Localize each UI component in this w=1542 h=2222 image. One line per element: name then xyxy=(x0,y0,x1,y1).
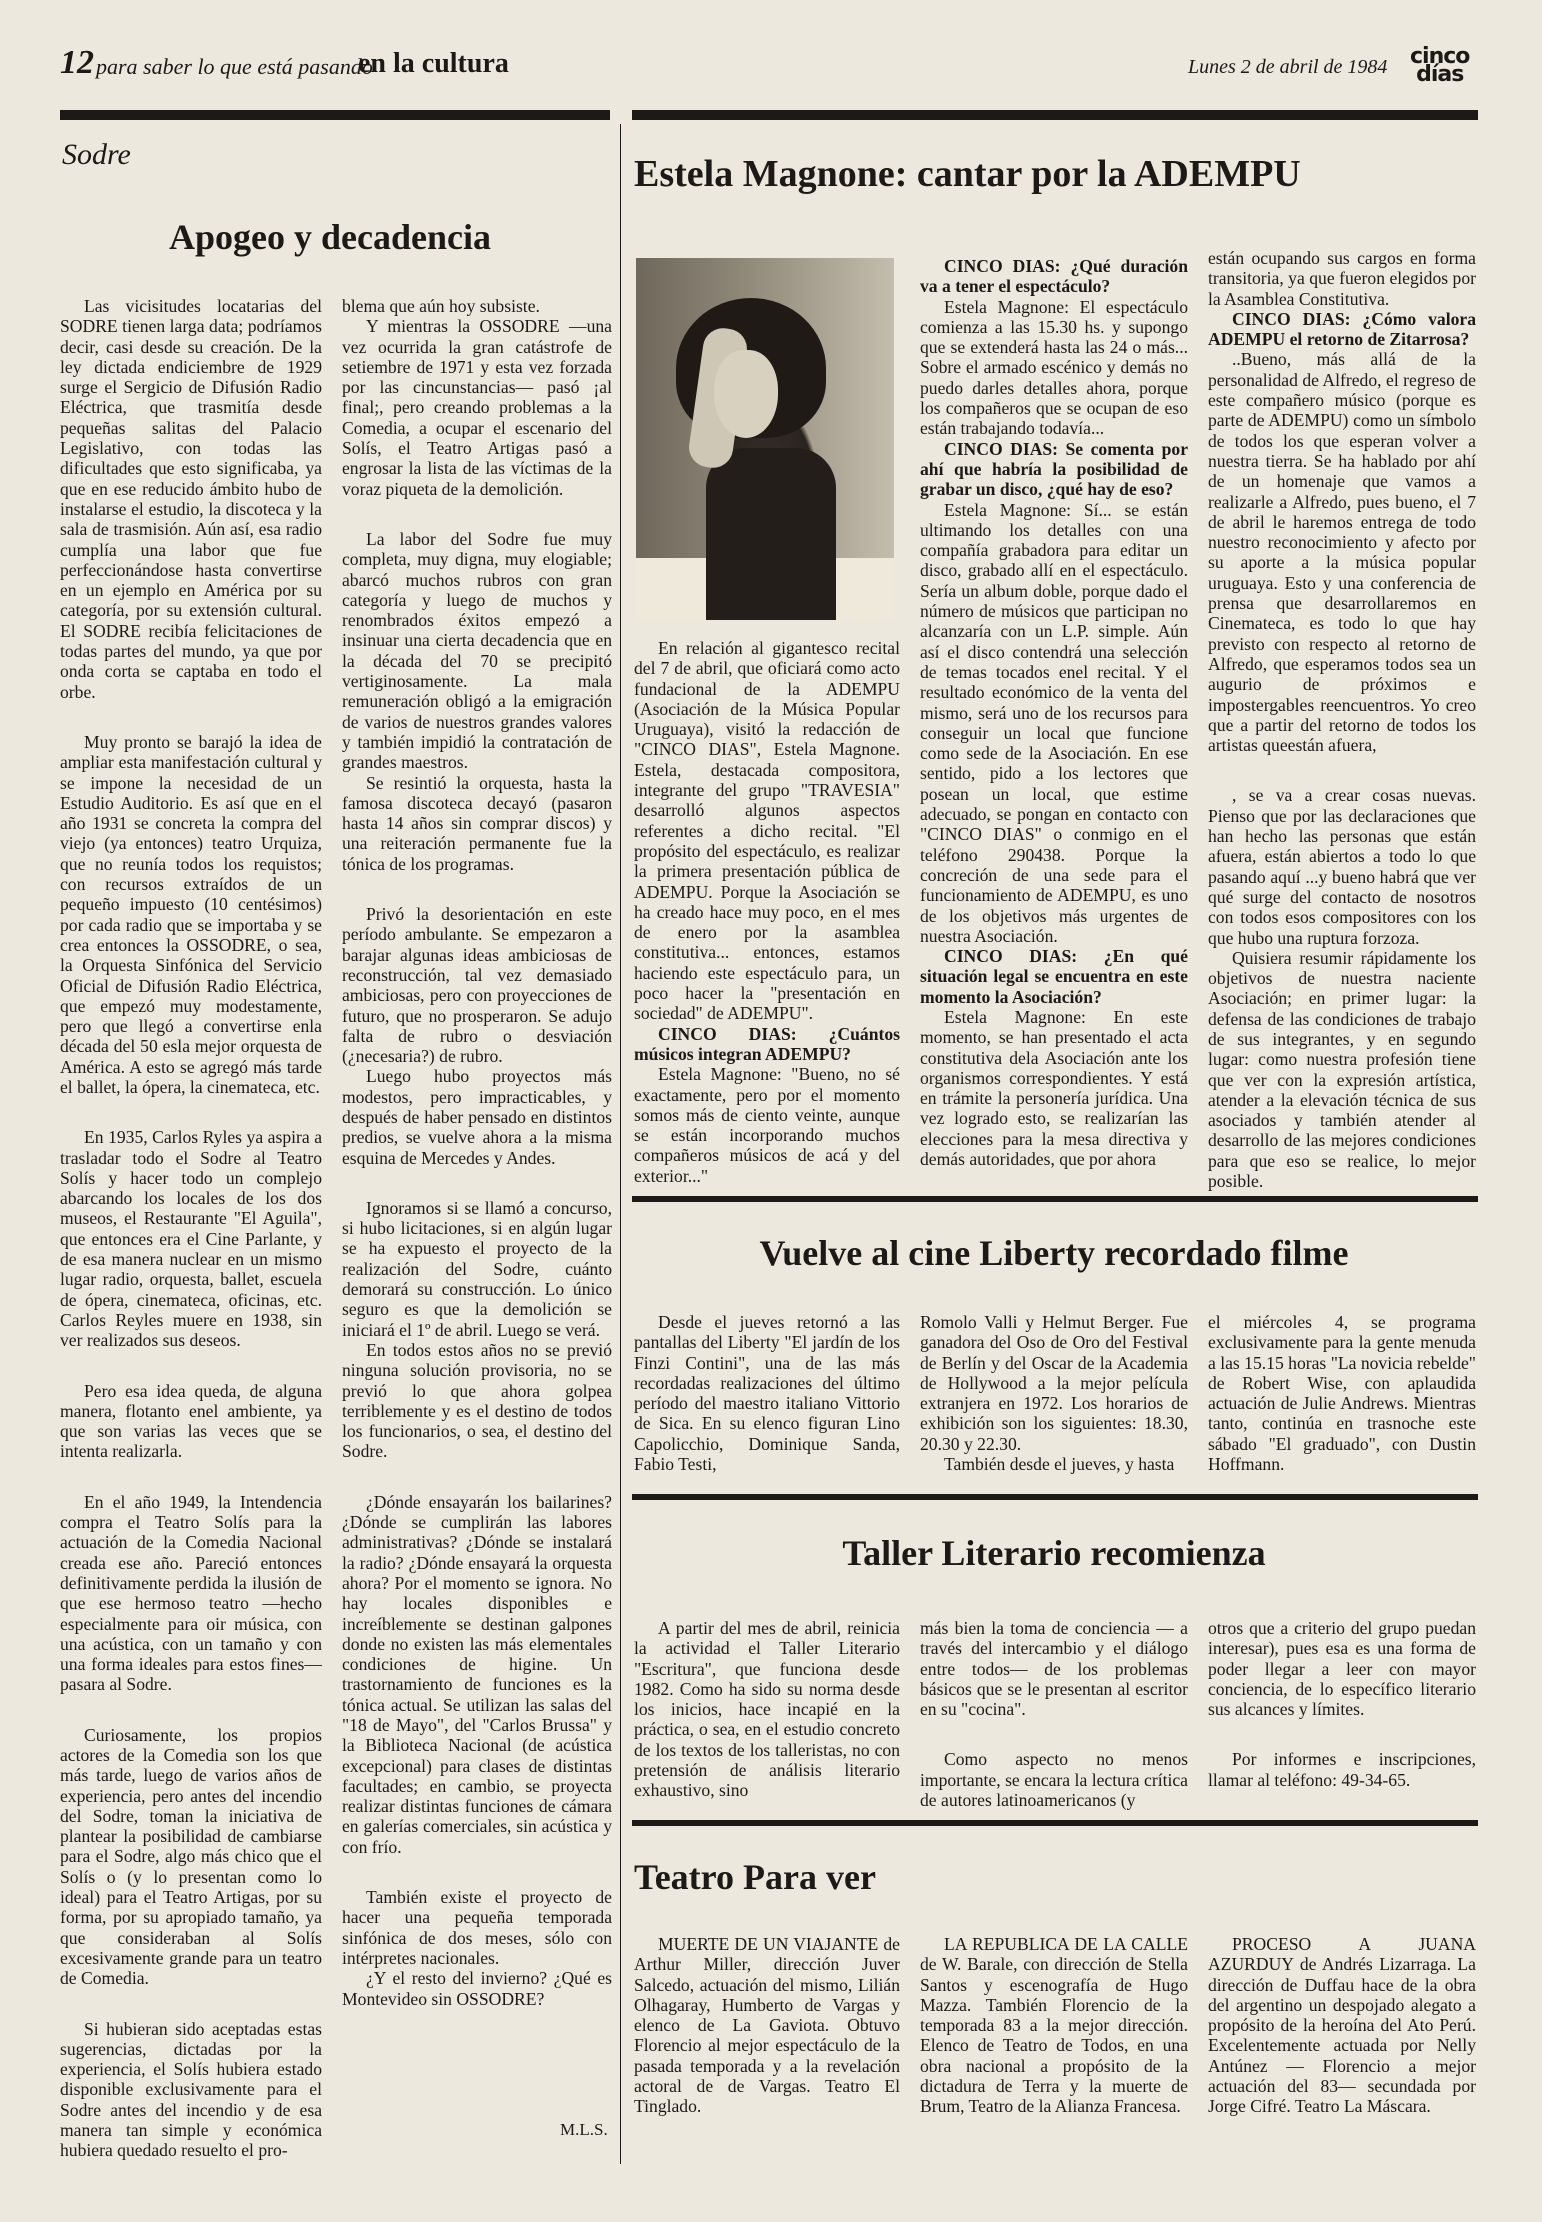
estela-c2-q2: CINCO DIAS: Se comenta por ahí que habría la posibilidad de grabar un disco, ¿qué hay de eso? xyxy=(920,438,1188,500)
vuelve-c1-p1: Desde el jueves retornó a las pantallas del Liberty "El jardín de los Finzi Contini", una de las más recordadas realizaciones del último período del maestro italiano Vittorio de Sica. En su elenco figuran Lino Capolicchio, Dominique Sanda, Fabio Testi, xyxy=(634,1312,900,1475)
sodre-c2-p9: ¿Dónde ensayarán los bailarines? ¿Dónde se cumplirán las labores administrativas? ¿Dónde se instalará la radio? ¿Dónde ensayará la orquesta ahora? Por el momento se ignora. No hay locales disponibles e increíblemente se destinan galpones donde no existen las más elementales condiciones de higine. Un trastornamiento de funciones es la tónica actual. Se utilizan las salas del "18 de Mayo", del "Carlos Brussa" y la Biblioteca Nacional (de acústica excepcional) para clases de distintas facultades; en cambio, se proyecta realizar distintas funciones de cámara en galerías comerciales, sin acústica y con frío. xyxy=(342,1491,612,1857)
sodre-kicker: Sodre xyxy=(62,138,131,171)
teatro-column-1 xyxy=(634,1934,900,2117)
taller-column-3 xyxy=(1208,1618,1476,1790)
estela-column-1 xyxy=(634,638,900,1186)
taller-c2-p1: más bien la toma de conciencia — a través del intercambio y el diálogo entre todos— de los problemas básicos que se le presentan al escritor en su "cocina". xyxy=(920,1618,1188,1720)
sodre-c2-p7: Ignoramos si se llamó a concurso, si hubo licitaciones, si en algún lugar se ha expuesto el proyecto de la realización del Sodre, cuánto demorará su construcción. Lo único seguro es que la demolición se iniciará el 1º de abril. Luego se verá. xyxy=(342,1197,612,1340)
taller-column-2 xyxy=(920,1618,1188,1810)
sodre-c1-p4: Pero esa idea queda, de alguna manera, flotanto enel ambiente, ya que son varias las veces que se intenta realizarla. xyxy=(60,1380,322,1462)
photo-figure-face xyxy=(714,350,778,438)
estela-c3-p3: , se va a crear cosas nuevas. Pienso que por las declaraciones que han hecho las personas que están afuera, están abiertos a todo lo que pasando aquí ...y bueno habrá que ver qué surge del contacto de nosotros con todos esos compositores con los que hubo una ruptura forzoza. xyxy=(1208,785,1476,948)
sodre-c2-p3: La labor del Sodre fue muy completa, muy digna, muy elogiable; abarcó muchos rubros con gran categoría y luego de muchos y renombrados éxitos empezó a insinuar una cierta decadencia que en la década del 70 se precipitó vertiginosamente. La mala remuneración obligó a la emigración de varios de nuestros grandes valores y también impidió la contratación de grandes maestros. xyxy=(342,528,612,773)
estela-c3-p4: Quisiera resumir rápidamente los objetivos de nuestra naciente Asociación; en primer lugar: la defensa de las condiciones de trabajo de sus integrantes, y en segundo lugar: como nuestra profesión tiene que ver con la expresión artística, atender a la elevación técnica de sus asociados y también atender al desarrollo de las mejores condiciones para que eso se realice, lo mejor posible. xyxy=(1208,947,1476,1192)
vuelve-column-2 xyxy=(920,1312,1188,1474)
vuelve-bottom-rule xyxy=(632,1494,1478,1500)
estela-c3-p2: ..Bueno, más allá de la personalidad de Alfredo, el regreso de este compañero músico (porque es parte de ADEMPU) como un símbolo de todos los que esperan volver a nuestra tierra. Se ha hablado por ahí de un homenaje que vamos a realizarle a Alfredo, pues bueno, el 7 de abril le haremos entrega de todo nuestro reconocimiento y afecto por su aporte a la música popular uruguaya. Esto y una conferencia de prensa que desarrollaremos en Cinemateca, es todo lo que hay previsto con respecto al retorno de Alfredo, que esperamos todos sea un augurio de próximos e impostergables reencuentros. Yo creo que a partir del retorno de todos los artistas queestán afuera, xyxy=(1208,349,1476,756)
sodre-signature: M.L.S. xyxy=(560,2120,608,2139)
top-rule-right xyxy=(632,110,1478,120)
teatro-c1-p1: MUERTE DE UN VIAJANTE de Arthur Miller, dirección Juver Salcedo, actuación del mismo, Lilián Olhagaray, Humberto de Vargas y elenco de La Gaviota. Obtuvo Florencio al mejor espectáculo de la pasada temporada y a la revelación actoral de de Vargas. Teatro El Tinglado. xyxy=(634,1934,900,2117)
top-rule-left xyxy=(60,110,610,120)
estela-c2-p1: Estela Magnone: El espectáculo comienza a las 15.30 hs. y supongo que se extenderá hasta las 24 o más... Sobre el armado escénico y demás no puedo darles detalles ahora, porque los compañeros que se ocupan de eso están trabajando todavía... xyxy=(920,296,1188,439)
teatro-column-2 xyxy=(920,1934,1188,2117)
vuelve-column-1 xyxy=(634,1312,900,1474)
estela-c1-q1: CINCO DIAS: ¿Cuántos músicos integran ADEMPU? xyxy=(634,1023,900,1064)
estela-bottom-rule xyxy=(632,1196,1478,1202)
section-title: en la cultura xyxy=(358,48,509,79)
taller-c2-p2: Como aspecto no menos importante, se encara la lectura crítica de autores latinoamericanos (y xyxy=(920,1749,1188,1811)
estela-c2-p2: Estela Magnone: Sí... se están ultimando los detalles con una compañía grabadora para editar un disco, grabado allí en el espectáculo. Sería un album doble, porque dado el número de músicos que participan no alcanzaría con un L.P. simple. Aún así el disco contendrá una selección de temas tocados enel recital. Y el resultado económico de la venta del mismo, será uno de los recursos para conseguir un local que funcione como sede de la Asociación. En ese sentido, pido a los lectores que posean un local, que estime adecuado, se pongan en contacto con "CINCO DIAS" o conmigo en el teléfono 290438. Porque la concreción de una sede para el funcionamiento de ADEMPU, es uno de los objetivos más urgentes de nuestra Asociación. xyxy=(920,499,1188,946)
issue-date: Lunes 2 de abril de 1984 xyxy=(1188,56,1388,78)
sodre-c2-p2: Y mientras la OSSODRE —una vez ocurrida la gran catástrofe de setiembre de 1971 y esta vez forzada por las cincunstancias— pasó ¡al final;, pero creando problemas a la Comedia, a ocupar el escenario del Solís, el Teatro Artigas pasó a engrosar la lista de las víctimas de la voraz piqueta de la demolición. xyxy=(342,316,612,499)
estela-c2-q1: CINCO DIAS: ¿Qué duración va a tener el espectáculo? xyxy=(920,256,1188,297)
column-divider xyxy=(620,124,621,2164)
estela-c1-p1: En relación al gigantesco recital del 7 de abril, que oficiará como acto fundacional de la ADEMPU (Asociación de la Música Popular Uruguaya), visitó la redacción de "CINCO DIAS", Estela Magnone. Estela, destacada compositora, integrante del grupo "TRAVESIA" desarrolló algunos aspectos referentes a dicho recital. "El propósito del espectáculo, es realizar la primera presentación pública de ADEMPU. Porque la Asociación se ha creado hace muy poco, en el mes de enero por la asamblea constitutiva... entonces, estamos haciendo este espectáculo para, un poco hacer la "presentación en sociedad" de ADEMPU". xyxy=(634,638,900,1024)
page-number: 12 xyxy=(60,44,94,81)
sodre-c1-p1: Las vicisitudes locatarias del SODRE tienen larga data; podríamos decir, casi desde su creación. De la ley dictada endiciembre de 1929 surge el Sergicio de Difusión Radio Eléctrica, que trasmitía desde pequeñas salitas del Palacio Legislativo, con todas las dificultades que esto significaba, ya que en ese reducido ámbito hubo de instalarse el estudio, la discoteca y la sala de trasmisión. Aún así, esa radio cumplía una labor que fue perfeccionándose hasta convertirse en un ejemplo en América por su categoría, por su extensión cultural. El SODRE recibía felicitaciones de todas partes del mundo, ya que por onda corta se captaba en todo el orbe. xyxy=(60,296,322,702)
estela-c2-q3: CINCO DIAS: ¿En qué situación legal se encuentra en este momento la Asociación? xyxy=(920,946,1188,1007)
sodre-c1-p3: En 1935, Carlos Ryles ya aspira a trasladar todo el Sodre al Teatro Solís y hacer todo un complejo abarcando los locales de los dos museos, el Restaurante "El Aguila", que entonces era el Cine Parlante, y de esa manera nuclear en un mismo lugar radio, orquesta, ballet, escuela de ópera, cinemateca, oficinas, etc. Carlos Reyles muere en 1938, sin ver realizados sus deseos. xyxy=(60,1127,322,1351)
estela-column-3 xyxy=(1208,248,1476,1191)
sodre-column-2 xyxy=(342,296,612,2009)
taller-c3-p1: otros que a criterio del grupo puedan interesar), pues esa es una forma de poder llegar a leer con mayor conciencia, de lo específico literario sus alcances y límites. xyxy=(1208,1618,1476,1720)
teatro-c2-p1: LA REPUBLICA DE LA CALLE de W. Barale, con dirección de Stella Santos y escenografía de Hugo Mazza. También Florencio de la temporada 83 a la mejor dirección. Elenco de Teatro de Todos, en una obra nacional a propósito de la dictadura de Terra y la muerte de Brum, Teatro de la Alianza Francesa. xyxy=(920,1934,1188,2117)
masthead xyxy=(60,44,1480,88)
sodre-c2-p8: En todos estos años no se previó ninguna solución provisoria, no se previó lo que ahora golpea terriblemente y es el destino de todos los funcionarios, o sea, el destino del Sodre. xyxy=(342,1339,612,1462)
sodre-c2-p4: Se resintió la orquesta, hasta la famosa discoteca decayó (pasaron hasta 14 años sin comprar discos) y una reiteración permanente fue la tónica de los programas. xyxy=(342,772,612,874)
sodre-c2-p5: Privó la desorientación en este período ambulante. Se empezaron a barajar algunas ideas ambiciosas de reconstrucción, tal vez demasiado ambiciosas, pero con proyecciones de futuro, que no prosperaron. Se adujo falta de rubro o desviación (¿necesaria?) de rubro. xyxy=(342,904,612,1067)
vuelve-c2-p2: También desde el jueves, y hasta xyxy=(944,1454,1175,1475)
estela-magnone-photo xyxy=(636,258,894,620)
teatro-headline: Teatro Para ver xyxy=(634,1857,876,1897)
estela-c1-p2: Estela Magnone: "Bueno, no sé exactamente, pero por el momento somos más de ciento veinte, aunque se están incorporando muchos compañeros músicos de acá y del exterior..." xyxy=(634,1064,900,1186)
sodre-c2-p10: También existe el proyecto de hacer una pequeña temporada sinfónica de dos meses, sólo con intérpretes nacionales. xyxy=(342,1887,612,1968)
taller-column-1 xyxy=(634,1618,900,1801)
sodre-c1-p5: En el año 1949, la Intendencia compra el Teatro Solís para la actuación de la Comedia Nacional creada ese año. Pareció entonces definitivamente perdida la ilusión de que ese hermoso teatro —hecho especialmente para oir música, con una acústica, con un tamaño y con una forma ideales para estos fines— pasara al Sodre. xyxy=(60,1491,322,1695)
photo-figure-body xyxy=(706,448,836,620)
sodre-c1-p6: Curiosamente, los propios actores de la Comedia son los que más tarde, luego de varios años de experiencia, pero antes del incendio del Sodre, toman la iniciativa de plantear la posibilidad de cambiarse para el Sodre, algo más chico que el Solís o (y lo presentan como lo ideal) para el Teatro Artigas, por su forma, por su apropiado tamaño, ya que consideraban al Solís excesivamente grande para un teatro de Comedia. xyxy=(60,1724,322,1989)
estela-headline: Estela Magnone: cantar por la ADEMPU xyxy=(634,153,1301,195)
teatro-c3-p1: PROCESO A JUANA AZURDUY de Andrés Lizarraga. La dirección de Duffau hace de la obra del argentino un despojado alegato a propósito de la heroína del Ato Perú. Excelentemente actuada por Nelly Antúnez — Florencio a mejor actuación del 83— secundada por Jorge Cifré. Teatro La Máscara. xyxy=(1208,1934,1476,2117)
taller-bottom-rule xyxy=(632,1820,1478,1826)
vuelve-c2-p1: Romolo Valli y Helmut Berger. Fue ganadora del Oso de Oro del Festival de Berlín y del Oscar de la Academia de Hollywood a la mejor película extranjera en 1972. Los horarios de exhibición son los siguientes: 18.30, 20.30 y 22.30. xyxy=(920,1312,1188,1454)
masthead-tagline: para saber lo que está pasando xyxy=(96,54,373,79)
estela-column-2 xyxy=(920,256,1188,1169)
taller-headline: Taller Literario recomienza xyxy=(842,1533,1266,1573)
sodre-c2-p1: blema que aún hoy subsiste. xyxy=(342,296,540,316)
teatro-column-3 xyxy=(1208,1934,1476,2117)
estela-c3-p1: están ocupando sus cargos en forma transitoria, ya que fueron elegidos por la Asamblea Constitutiva. xyxy=(1208,248,1476,309)
vuelve-headline: Vuelve al cine Liberty recordado filme xyxy=(759,1233,1349,1273)
sodre-headline: Apogeo y decadencia xyxy=(169,217,491,257)
logo-line1: cinco xyxy=(1410,44,1470,69)
taller-c1-p1: A partir del mes de abril, reinicia la actividad el Taller Literario "Escritura", que funciona desde 1982. Como ha sido su norma desde los inicios, hace incapié en la práctica, o sea, en el estudio concreto de los textos de los talleristas, no con pretensión de análisis literario exhaustivo, sino xyxy=(634,1618,900,1801)
sodre-c1-p7: Si hubieran sido aceptadas estas sugerencias, dictadas por la experiencia, el Solís hubiera estado disponible exclusivamente para el Sodre antes del incendio y de esa manera tan simple y económica hubiera quedado resuelto el pro- xyxy=(60,2018,322,2161)
sodre-c2-p11: ¿Y el resto del invierno? ¿Qué es Montevideo sin OSSODRE? xyxy=(342,1968,612,2009)
vuelve-c3-p1: el miércoles 4, se programa exclusivamente para la gente menuda a las 15.15 horas "La novicia rebelde" de Robert Wise, con aplaudida actuación de Julie Andrews. Mientras tanto, continúa en trasnoche este sábado "El graduado", con Dustin Hoffmann. xyxy=(1208,1312,1476,1475)
estela-c3-q1: CINCO DIAS: ¿Cómo valora ADEMPU el retorno de Zitarrosa? xyxy=(1208,308,1476,350)
sodre-c2-p6: Luego hubo proyectos más modestos, pero impracticables, y después de haber pensado en distintos predios, se vuelve ahora a la misma esquina de Mercedes y Andes. xyxy=(342,1066,612,1168)
taller-c3-p2: Por informes e inscripciones, llamar al teléfono: 49-34-65. xyxy=(1208,1749,1476,1790)
logo-line2: días xyxy=(1416,62,1464,87)
vuelve-column-3 xyxy=(1208,1312,1476,1474)
newspaper-logo xyxy=(1410,44,1470,87)
sodre-c1-p2: Muy pronto se barajó la idea de ampliar esta manifestación cultural y se impone la necesidad de un Estudio Auditorio. Es así que en el año 1931 se concreta la compra del viejo (ya entonces) teatro Urquiza, que no reunía todos los requistos; con recursos extraídos de un pequeño impuesto (10 centésimos) por cada radio que se importaba y se crea entonces la OSSODRE, o sea, la Orquesta Sinfónica del Servicio Oficial de Difusión Radio Eléctrica, que empezó muy modestamente, pero que llegó a convertirse enla década del 50 esla mejor orquesta de América. A esto se agregó más tarde el ballet, la ópera, la cinemateca, etc. xyxy=(60,731,322,1097)
estela-c2-p3: Estela Magnone: En este momento, se han presentado el acta constitutiva dela Asociación ante los organismos correspondientes. Y está en trámite la personería jurídica. Una vez logrado esto, se realizarían las elecciones para la mesa directiva y demás autoridades, que por ahora xyxy=(920,1006,1188,1170)
sodre-column-1 xyxy=(60,296,322,2161)
